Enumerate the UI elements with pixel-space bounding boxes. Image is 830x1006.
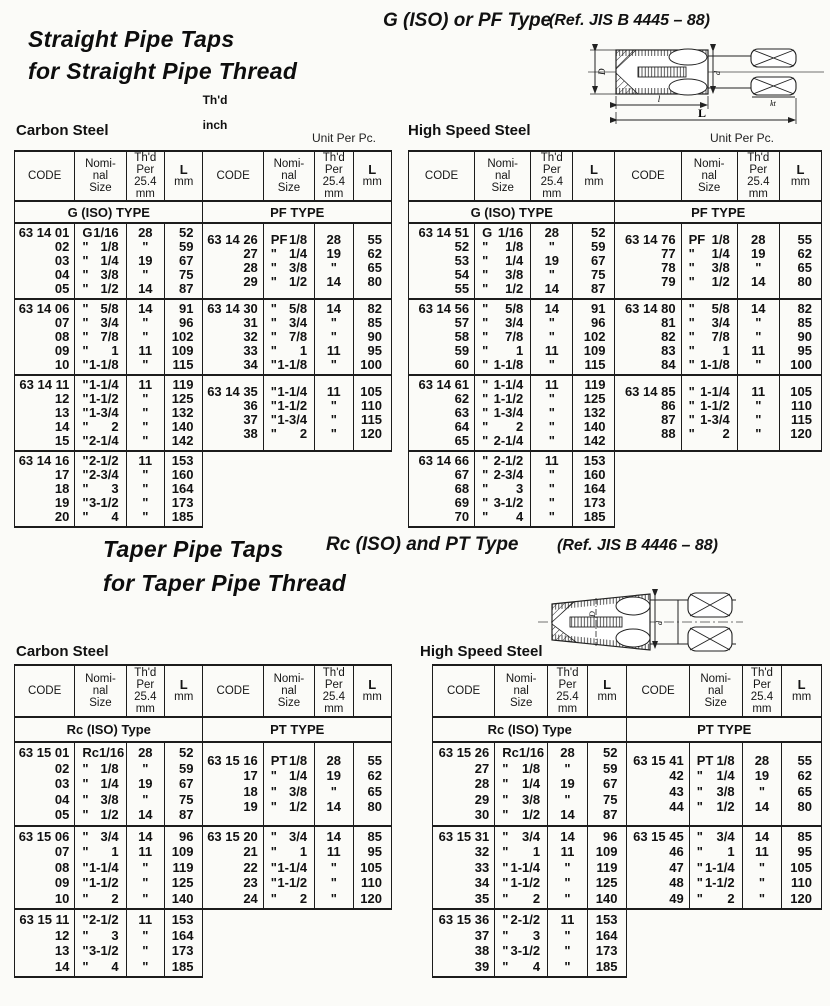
table-row-block xyxy=(433,909,822,977)
column-header-thd xyxy=(315,151,353,201)
nominal-size-cell: " 2-1/2 " 2-3/4 " 3 " 3-1/2 " 4 xyxy=(475,451,531,527)
code-cell: 63 14 76 77 78 79 xyxy=(615,223,681,299)
column-header-line: nal xyxy=(92,685,109,697)
section1-type-label: G (ISO) or PF Type xyxy=(383,10,552,31)
dim-label-D: D xyxy=(597,68,607,75)
column-header-line: nal xyxy=(513,685,529,697)
column-header-code xyxy=(15,151,75,201)
code-cell: 63 14 61 62 63 64 65 xyxy=(409,375,475,451)
length-cell: 55 62 65 80 xyxy=(353,742,391,826)
thd-note-line2: inch xyxy=(202,118,228,132)
nominal-size-cell: PT 1/8 " 1/4 " 3/8 " 1/2 xyxy=(689,742,742,826)
column-header-nominal xyxy=(681,151,737,201)
column-header-thd xyxy=(548,665,588,717)
column-header-line: Nomi- xyxy=(505,673,537,685)
thd-per-inch-cell: 11 " " " " xyxy=(531,375,573,451)
column-header-line: Th'd xyxy=(134,667,157,679)
dim-label-D: D xyxy=(588,611,597,617)
thd-note-line1: Th'd xyxy=(202,93,228,107)
column-header-line: Th'd xyxy=(134,152,157,164)
column-header-line: mm xyxy=(135,703,155,715)
column-header-line: Size xyxy=(704,697,727,709)
column-header-l xyxy=(165,151,203,201)
column-header-line: L xyxy=(603,677,612,692)
nominal-size-cell: " 2-1/2 " 2-3/4 " 3 " 3-1/2 " 4 xyxy=(75,451,126,527)
carbon-steel-label-top: Carbon Steel xyxy=(16,122,109,139)
column-header-line: mm xyxy=(748,188,768,200)
column-header-line: Nomi- xyxy=(487,158,518,170)
column-header-line: nal xyxy=(92,170,109,182)
straight-tap-photo xyxy=(299,27,563,112)
table-row-block xyxy=(15,451,392,527)
nominal-size-cell: " 1-1/4 " 1-1/2 " 1-3/4 " 2 " 2-1/4 xyxy=(475,375,531,451)
nominal-size-cell: Rc 1/16 " 1/8 " 1/4 " 3/8 " 1/2 xyxy=(495,742,548,826)
column-header-line: nal xyxy=(707,685,724,697)
length-cell: 91 96 102 109 115 xyxy=(165,299,203,375)
thd-per-inch-cell: 14 " " 11 " xyxy=(315,299,353,375)
dim-label-L: L xyxy=(697,106,707,120)
thd-per-inch-cell: 28 19 " 14 xyxy=(737,223,779,299)
type-subheader-left: Rc (ISO) Type xyxy=(433,717,627,742)
column-header-code xyxy=(627,665,689,717)
column-header-line: 25.4 xyxy=(747,176,770,188)
length-cell: 55 62 65 80 xyxy=(779,223,821,299)
nominal-size-cell: Rc 1/16 " 1/8 " 1/4 " 3/8 " 1/2 xyxy=(75,742,126,826)
column-header-line: mm xyxy=(790,176,810,188)
thd-per-inch-cell: 28 " 19 " 14 xyxy=(126,223,164,299)
column-header-line: Th'd xyxy=(540,152,563,164)
table-row-block xyxy=(409,451,822,527)
thd-per-inch-cell: 14 " " 11 " xyxy=(737,299,779,375)
length-cell: 105 110 115 120 xyxy=(779,375,821,451)
column-header-line: mm xyxy=(597,691,617,703)
thd-per-inch-cell: 14 11 " " " xyxy=(548,826,588,910)
code-cell: 63 15 31 32 33 34 35 xyxy=(433,826,495,910)
nominal-size-cell: " 1-1/4 " 1-1/2 " 1-3/4 " 2 " 2-1/4 xyxy=(75,375,126,451)
thd-per-inch-cell: 28 19 " 14 xyxy=(315,223,353,299)
code-cell: 63 14 30 31 32 33 34 xyxy=(203,299,263,375)
column-header-line: mm xyxy=(542,188,562,200)
length-cell: 119 125 132 140 142 xyxy=(165,375,203,451)
carbon-steel-label-bottom: Carbon Steel xyxy=(16,643,109,660)
table-header-row xyxy=(15,151,392,201)
length-cell: 96 109 119 125 140 xyxy=(165,826,203,910)
column-header-line: L xyxy=(796,162,805,177)
table-row-block xyxy=(409,223,822,299)
column-header-line: Th'd xyxy=(322,152,345,164)
column-header-line: 25.4 xyxy=(134,176,157,188)
table-row-block xyxy=(15,223,392,299)
table-row-block xyxy=(15,299,392,375)
column-header-line: Size xyxy=(89,697,112,709)
dim-label-kt: kt xyxy=(770,99,776,108)
nominal-size-cell: " 3/4 " 1 " 1-1/4 " 1-1/2 " 2 xyxy=(689,826,742,910)
dim-label-d: d xyxy=(713,71,722,75)
length-cell: 55 62 65 80 xyxy=(782,742,822,826)
empty-cell xyxy=(615,451,822,527)
column-header-line: mm xyxy=(324,703,344,715)
section2-ref-label: (Ref. JIS B 4446 – 88) xyxy=(557,537,718,554)
nominal-size-cell: PF 1/8 " 1/4 " 3/8 " 1/2 xyxy=(681,223,737,299)
thd-per-inch-cell: 11 " " " xyxy=(315,375,353,451)
thd-per-inch-cell: 11 " " " xyxy=(126,909,164,977)
table-row-block xyxy=(433,826,822,910)
nominal-size-cell: " 5/8 " 3/4 " 7/8 " 1 " 1-1/8 xyxy=(681,299,737,375)
type-subheader-left: Rc (ISO) Type xyxy=(15,717,203,742)
column-header-line: Per xyxy=(136,679,155,691)
column-header-l xyxy=(573,151,615,201)
column-header-line: mm xyxy=(174,176,194,188)
length-cell: 91 96 102 109 115 xyxy=(573,299,615,375)
nominal-size-cell: G 1/16 " 1/8 " 1/4 " 3/8 " 1/2 xyxy=(475,223,531,299)
column-header-line: Th'd xyxy=(322,667,345,679)
column-header-line: mm xyxy=(362,691,382,703)
nominal-size-cell: " 5/8 " 3/4 " 7/8 " 1 " 1-1/8 xyxy=(475,299,531,375)
code-cell: 63 14 01 02 03 04 05 xyxy=(15,223,75,299)
nominal-size-cell: PF 1/8 " 1/4 " 3/8 " 1/2 xyxy=(263,223,314,299)
column-header-line: CODE xyxy=(28,685,62,697)
column-header-thd xyxy=(315,665,353,717)
column-header-line: mm xyxy=(174,691,194,703)
code-cell: 63 14 35 36 37 38 xyxy=(203,375,263,451)
column-header-line: Nomi- xyxy=(273,158,305,170)
column-header-line: nal xyxy=(281,170,297,182)
thd-per-inch-cell: 11 " " " xyxy=(737,375,779,451)
type-subheader-row xyxy=(15,201,392,223)
column-header-line: L xyxy=(179,162,188,177)
column-header-line: Th'd xyxy=(750,667,773,679)
column-header-line: mm xyxy=(792,691,812,703)
high-speed-steel-label-top: High Speed Steel xyxy=(408,122,531,139)
column-header-line: mm xyxy=(362,176,382,188)
column-header-line: Per xyxy=(542,164,561,176)
column-header-line: Per xyxy=(324,679,343,691)
empty-cell xyxy=(627,909,822,977)
column-header-line: CODE xyxy=(641,685,675,697)
type-subheader-row xyxy=(409,201,822,223)
column-header-line: Nomi- xyxy=(693,158,725,170)
length-cell: 52 59 67 75 87 xyxy=(165,223,203,299)
column-header-line: nal xyxy=(281,685,297,697)
section1-title-line2: for Straight Pipe Thread xyxy=(28,58,298,84)
code-cell: 63 15 01 02 03 04 05 xyxy=(15,742,75,826)
type-subheader-left: G (ISO) TYPE xyxy=(15,201,203,223)
code-cell: 63 14 80 81 82 83 84 xyxy=(615,299,681,375)
column-header-line: 25.4 xyxy=(750,691,774,703)
thd-per-inch-cell: 14 11 " " " xyxy=(126,826,164,910)
column-header-line: Per xyxy=(324,164,343,176)
length-cell: 52 59 67 75 87 xyxy=(587,742,627,826)
unit-per-pc-right: Unit Per Pc. xyxy=(710,131,775,145)
length-cell: 82 85 90 95 100 xyxy=(353,299,391,375)
dim-label-l: l xyxy=(657,94,661,104)
length-cell: 119 125 132 140 142 xyxy=(573,375,615,451)
code-cell: 63 15 20 21 22 23 24 xyxy=(203,826,263,910)
column-header-line: CODE xyxy=(216,685,250,697)
column-header-thd xyxy=(742,665,782,717)
column-header-l xyxy=(779,151,821,201)
column-header-line: nal xyxy=(701,170,717,182)
thd-per-inch-cell: 14 " " 11 " xyxy=(531,299,573,375)
nominal-size-cell: " 2-1/2 " 3 " 3-1/2 " 4 xyxy=(75,909,126,977)
taper-carbon-table xyxy=(14,664,392,978)
column-header-line: Per xyxy=(136,164,155,176)
section2-title-line1: Taper Pipe Taps xyxy=(103,536,284,562)
table-header-row xyxy=(433,665,822,717)
code-cell: 63 15 16 17 18 19 xyxy=(203,742,263,826)
taper-tap-diagram xyxy=(538,580,743,674)
column-header-line: mm xyxy=(584,176,604,188)
column-header-line: L xyxy=(589,162,598,177)
column-header-line: CODE xyxy=(424,170,459,182)
column-header-l xyxy=(353,665,391,717)
length-cell: 153 160 164 173 185 xyxy=(165,451,203,527)
length-cell: 96 109 119 125 140 xyxy=(587,826,627,910)
length-cell: 85 95 105 110 120 xyxy=(782,826,822,910)
column-header-l xyxy=(782,665,822,717)
column-header-line: mm xyxy=(752,703,772,715)
nominal-size-cell: " 1-1/4 " 1-1/2 " 1-3/4 " 2 xyxy=(681,375,737,451)
column-header-line: CODE xyxy=(216,170,250,182)
table-header-row xyxy=(409,151,822,201)
straight-tap-diagram xyxy=(586,34,826,130)
column-header-line: Size xyxy=(491,182,514,194)
thd-per-inch-cell: 14 11 " " " xyxy=(742,826,782,910)
thd-per-inch-cell: 28 19 " 14 xyxy=(315,742,353,826)
column-header-line: 25.4 xyxy=(134,691,157,703)
type-subheader-left: G (ISO) TYPE xyxy=(409,201,615,223)
column-header-code xyxy=(15,665,75,717)
column-header-line: Nomi- xyxy=(273,673,305,685)
column-header-line: Size xyxy=(277,182,301,194)
column-header-line: Th'd xyxy=(747,152,770,164)
code-cell: 63 14 56 57 58 59 60 xyxy=(409,299,475,375)
length-cell: 153 164 173 185 xyxy=(165,909,203,977)
code-cell: 63 14 51 52 53 54 55 xyxy=(409,223,475,299)
column-header-line: Size xyxy=(509,697,533,709)
section1-title-line1: Straight Pipe Taps xyxy=(28,26,235,52)
table-row-block xyxy=(15,742,392,826)
column-header-thd xyxy=(126,665,164,717)
length-cell: 82 85 90 95 100 xyxy=(779,299,821,375)
column-header-line: Per xyxy=(749,164,768,176)
thd-per-inch-cell: 11 " " " " xyxy=(126,375,164,451)
column-header-line: L xyxy=(368,677,377,692)
type-subheader-row xyxy=(433,717,822,742)
nominal-size-cell: " 5/8 " 3/4 " 7/8 " 1 " 1-1/8 xyxy=(75,299,126,375)
thd-per-inch-cell: 28 " 19 " 14 xyxy=(548,742,588,826)
nominal-size-cell: " 3/4 " 1 " 1-1/4 " 1-1/2 " 2 xyxy=(75,826,126,910)
code-cell: 63 14 11 12 13 14 15 xyxy=(15,375,75,451)
code-cell: 63 15 36 37 38 39 xyxy=(433,909,495,977)
column-header-thd xyxy=(126,151,164,201)
column-header-line: CODE xyxy=(28,170,62,182)
unit-per-pc-left: Unit Per Pc. xyxy=(312,131,377,145)
column-header-l xyxy=(353,151,391,201)
nominal-size-cell: PT 1/8 " 1/4 " 3/8 " 1/2 xyxy=(263,742,314,826)
high-speed-steel-label-bottom: High Speed Steel xyxy=(420,643,543,660)
column-header-line: 25.4 xyxy=(556,691,579,703)
nominal-size-cell: " 1-1/4 " 1-1/2 " 1-3/4 " 2 xyxy=(263,375,314,451)
table-row-block xyxy=(15,909,392,977)
column-header-thd xyxy=(531,151,573,201)
column-header-line: Size xyxy=(89,182,112,194)
type-subheader-right: PF TYPE xyxy=(615,201,822,223)
column-header-line: Nomi- xyxy=(700,673,731,685)
code-cell: 63 15 41 42 43 44 xyxy=(627,742,689,826)
section2-type-label: Rc (ISO) and PT Type xyxy=(326,534,519,555)
code-cell: 63 14 26 27 28 29 xyxy=(203,223,263,299)
empty-cell xyxy=(203,909,392,977)
column-header-line: mm xyxy=(135,188,155,200)
column-header-line: Size xyxy=(277,697,301,709)
table-header-row xyxy=(15,665,392,717)
table-row-block xyxy=(409,299,822,375)
thd-per-inch-cell: 28 " 19 " 14 xyxy=(126,742,164,826)
section1-ref-label: (Ref. JIS B 4445 – 88) xyxy=(549,12,710,29)
column-header-code xyxy=(409,151,475,201)
column-header-line: nal xyxy=(494,170,511,182)
straight-hss-table xyxy=(408,150,822,528)
section2-title-line2: for Taper Pipe Thread xyxy=(103,570,347,596)
column-header-l xyxy=(165,665,203,717)
length-cell: 153 160 164 173 185 xyxy=(573,451,615,527)
column-header-line: 25.4 xyxy=(322,691,345,703)
column-header-line: 25.4 xyxy=(322,176,345,188)
code-cell: 63 15 26 27 28 29 30 xyxy=(433,742,495,826)
thd-per-inch-cell: 28 " 19 " 14 xyxy=(531,223,573,299)
type-subheader-right: PT TYPE xyxy=(627,717,822,742)
column-header-line: L xyxy=(797,677,806,692)
length-cell: 85 95 105 110 120 xyxy=(353,826,391,910)
column-header-nominal xyxy=(689,665,742,717)
column-header-code xyxy=(433,665,495,717)
empty-cell xyxy=(203,451,392,527)
column-header-line: mm xyxy=(324,188,344,200)
column-header-thd xyxy=(737,151,779,201)
length-cell: 153 164 173 185 xyxy=(587,909,627,977)
thd-per-inch-cell: 11 " " " xyxy=(548,909,588,977)
column-header-nominal xyxy=(75,151,126,201)
thd-per-inch-cell: 14 " " 11 " xyxy=(126,299,164,375)
nominal-size-cell: " 3/4 " 1 " 1-1/4 " 1-1/2 " 2 xyxy=(495,826,548,910)
column-header-line: L xyxy=(179,677,188,692)
column-header-nominal xyxy=(495,665,548,717)
nominal-size-cell: " 3/4 " 1 " 1-1/4 " 1-1/2 " 2 xyxy=(263,826,314,910)
length-cell: 105 110 115 120 xyxy=(353,375,391,451)
column-header-line: Per xyxy=(752,679,771,691)
column-header-line: mm xyxy=(557,703,578,715)
column-header-line: Per xyxy=(558,679,577,691)
column-header-nominal xyxy=(263,151,314,201)
nominal-size-cell: G 1/16 " 1/8 " 1/4 " 3/8 " 1/2 xyxy=(75,223,126,299)
column-header-code xyxy=(203,151,263,201)
table-row-block xyxy=(15,375,392,451)
column-header-line: Size xyxy=(697,182,721,194)
code-cell: 63 15 45 46 47 48 49 xyxy=(627,826,689,910)
nominal-size-cell: " 2-1/2 " 3 " 3-1/2 " 4 xyxy=(495,909,548,977)
column-header-code xyxy=(203,665,263,717)
table-row-block xyxy=(409,375,822,451)
straight-carbon-table xyxy=(14,150,392,528)
column-header-code xyxy=(615,151,681,201)
column-header-line: Th'd xyxy=(556,667,579,679)
column-header-l xyxy=(587,665,627,717)
length-cell: 52 59 67 75 87 xyxy=(573,223,615,299)
length-cell: 52 59 67 75 87 xyxy=(165,742,203,826)
code-cell: 63 14 85 86 87 88 xyxy=(615,375,681,451)
column-header-line: CODE xyxy=(447,685,481,697)
code-cell: 63 14 16 17 18 19 20 xyxy=(15,451,75,527)
length-cell: 55 62 65 80 xyxy=(353,223,391,299)
table-row-block xyxy=(15,826,392,910)
column-header-line: Nomi- xyxy=(85,673,116,685)
dim-label-d: d xyxy=(655,621,664,625)
column-header-line: CODE xyxy=(631,170,665,182)
code-cell: 63 15 11 12 13 14 xyxy=(15,909,75,977)
code-cell: 63 14 06 07 08 09 10 xyxy=(15,299,75,375)
code-cell: 63 14 66 67 68 69 70 xyxy=(409,451,475,527)
thd-per-inch-cell: 28 19 " 14 xyxy=(742,742,782,826)
thd-per-inch-cell: 11 " " " " xyxy=(126,451,164,527)
thd-per-inch-cell: 14 11 " " " xyxy=(315,826,353,910)
column-header-line: 25.4 xyxy=(540,176,563,188)
column-header-line: L xyxy=(368,162,377,177)
thd-per-inch-cell: 11 " " " " xyxy=(531,451,573,527)
code-cell: 63 15 06 07 08 09 10 xyxy=(15,826,75,910)
type-subheader-right: PT TYPE xyxy=(203,717,392,742)
column-header-nominal xyxy=(475,151,531,201)
column-header-line: Nomi- xyxy=(85,158,116,170)
column-header-nominal xyxy=(75,665,126,717)
column-header-nominal xyxy=(263,665,314,717)
type-subheader-right: PF TYPE xyxy=(203,201,392,223)
type-subheader-row xyxy=(15,717,392,742)
table-row-block xyxy=(433,742,822,826)
taper-hss-table xyxy=(432,664,822,978)
nominal-size-cell: " 5/8 " 3/4 " 7/8 " 1 " 1-1/8 xyxy=(263,299,314,375)
